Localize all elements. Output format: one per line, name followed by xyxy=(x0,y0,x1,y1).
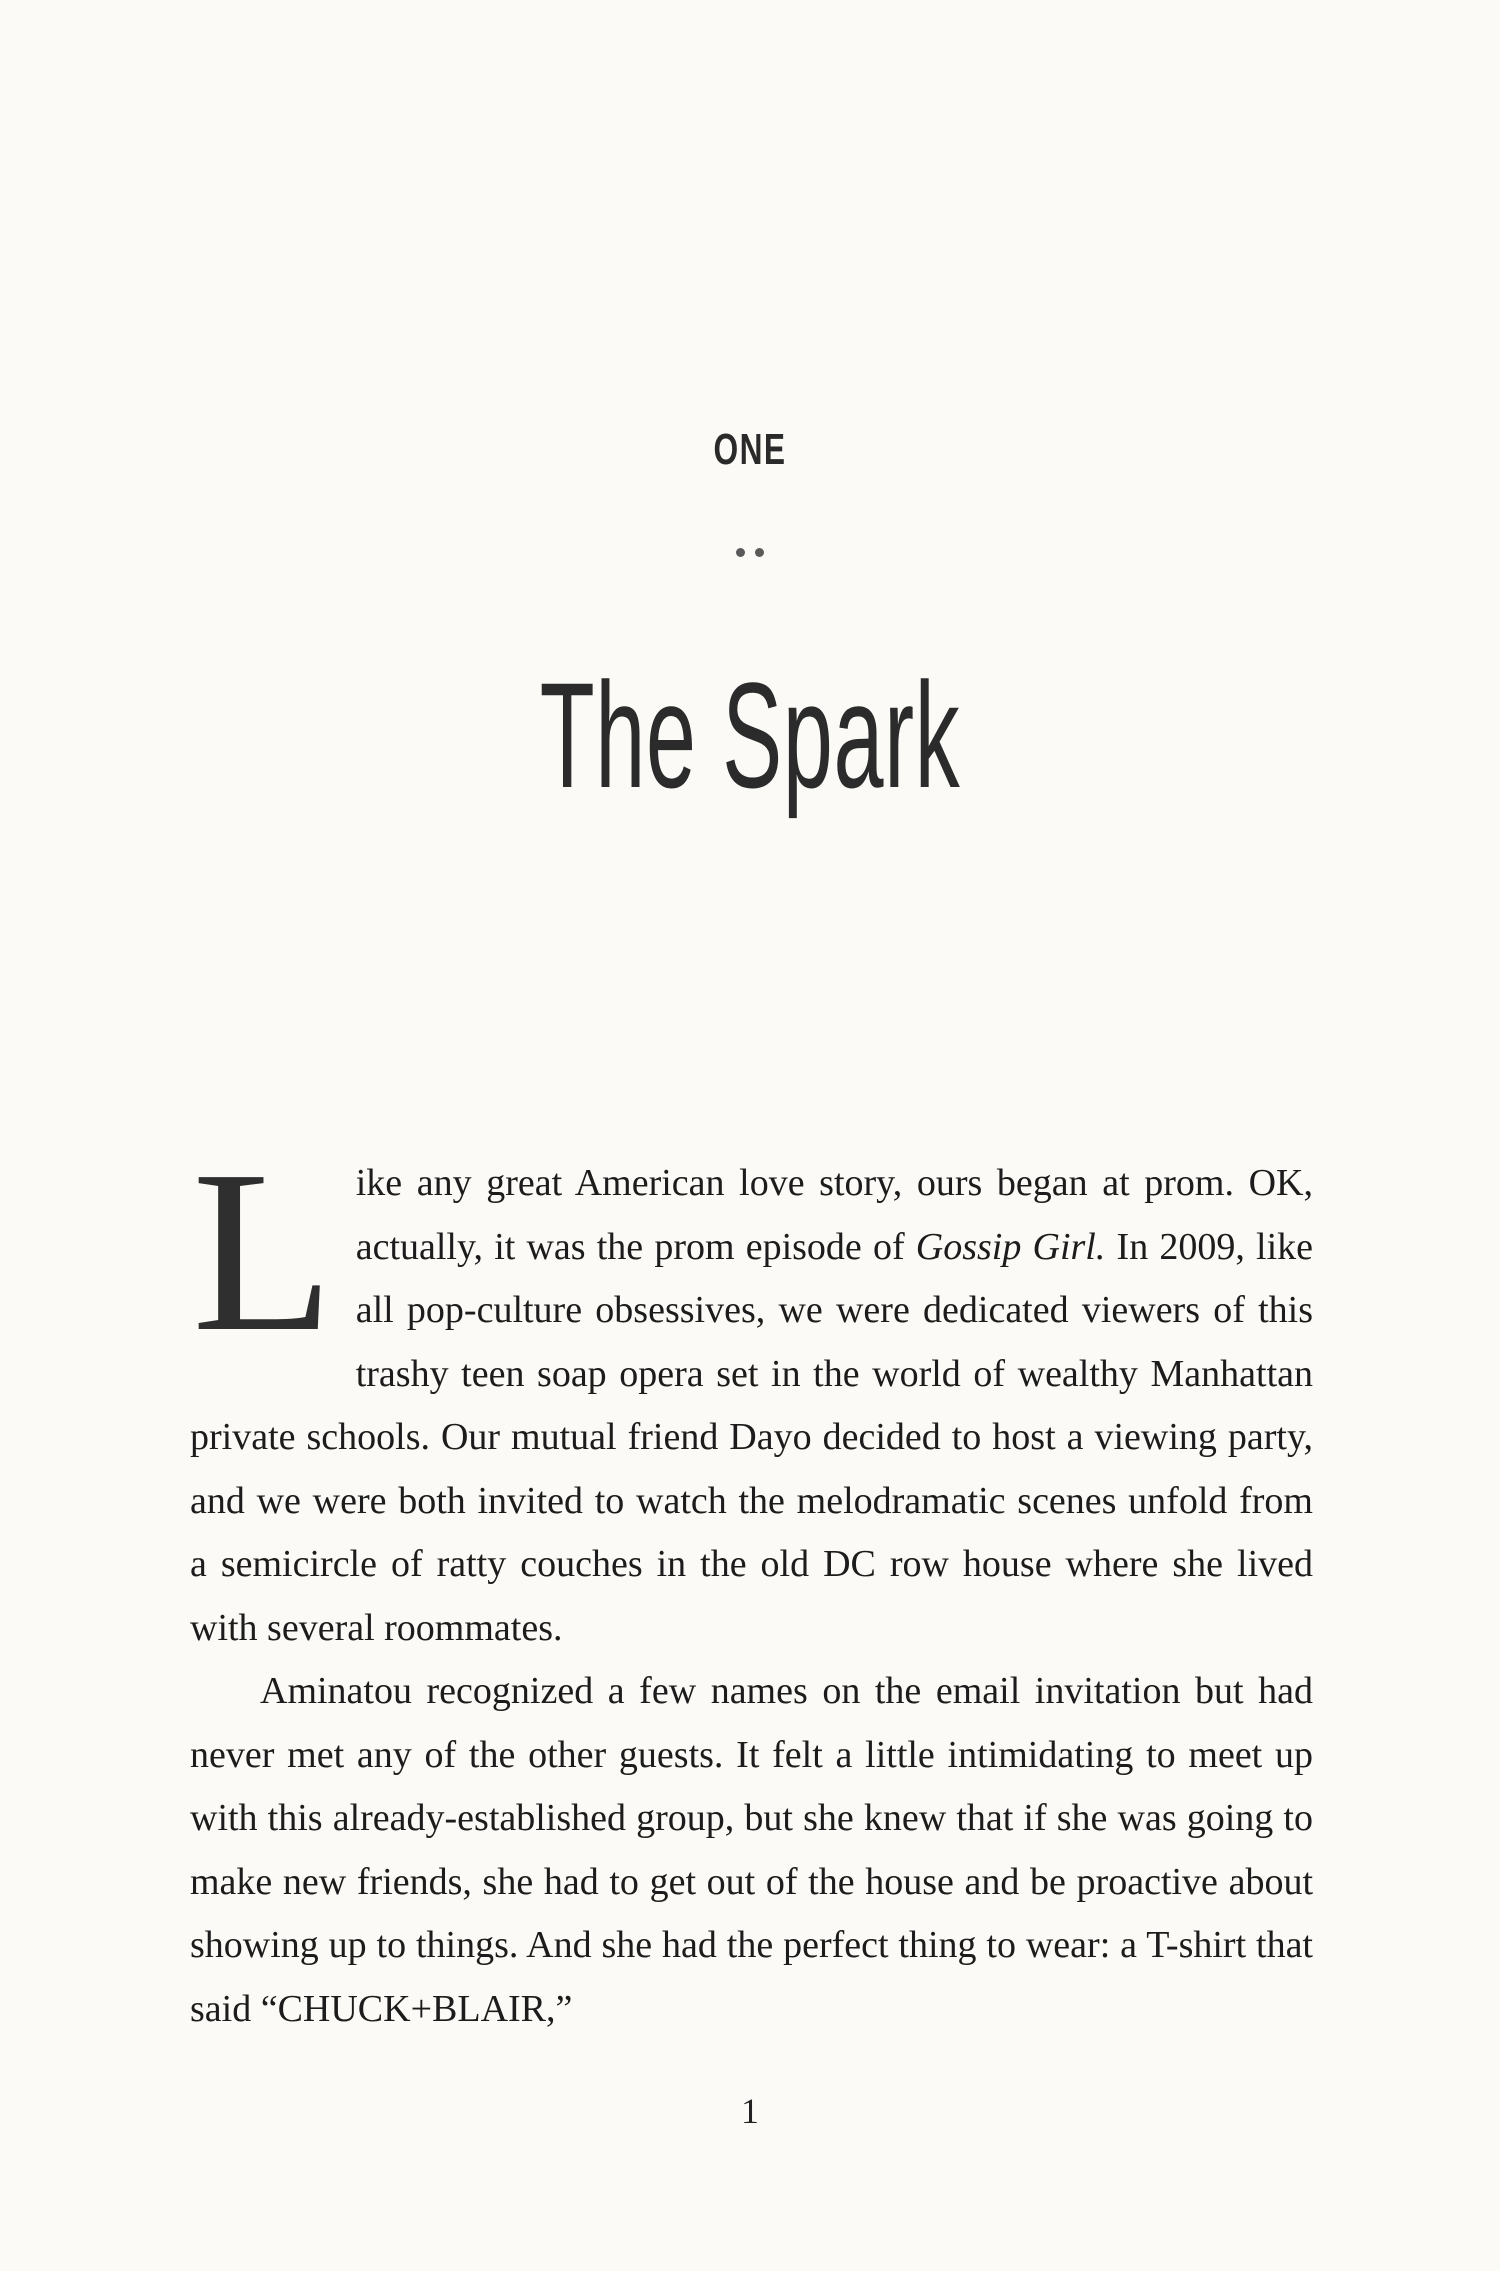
page-number: 1 xyxy=(741,2091,759,2131)
ornament-dot-right xyxy=(755,548,764,557)
paragraph-1-text-a: ike any great American love story, ours began at prom. OK, actually, it was the prom episode of xyxy=(355,1162,1313,1268)
chapter-title: The Spark xyxy=(539,651,961,819)
body-text xyxy=(190,1123,1314,2041)
drop-cap: L xyxy=(192,1123,334,1380)
paragraph-1 xyxy=(190,1123,1314,1660)
show-title-italic: Gossip Girl. xyxy=(915,1225,1106,1268)
ornament-dot-left xyxy=(736,548,745,557)
paragraph-1-text-b: In 2009, like all pop-culture obsessives, we were dedicated viewers of this trashy teen soap opera set in the world of wealthy Manhattan private schools. Our mutual friend Dayo decided to host a viewing party, and we were both invited to watch the melodramatic scenes unfold from a semicircle of ratty couches in the old DC row house where she lived with several roommates. xyxy=(190,1225,1314,1649)
paragraph-2: Aminatou recognized a few names on the email invitation but had never met any of the other guests. It felt a little intimidating to meet up with this already-established group, but she knew that if she was going to make new friends, she had to get out of the house and be proactive about showing up to things. And she had the perfect thing to wear: a T-shirt that said “CHUCK+BLAIR,” xyxy=(190,1670,1313,2030)
chapter-number: ONE xyxy=(713,425,787,474)
chapter-ornament xyxy=(0,540,1500,563)
